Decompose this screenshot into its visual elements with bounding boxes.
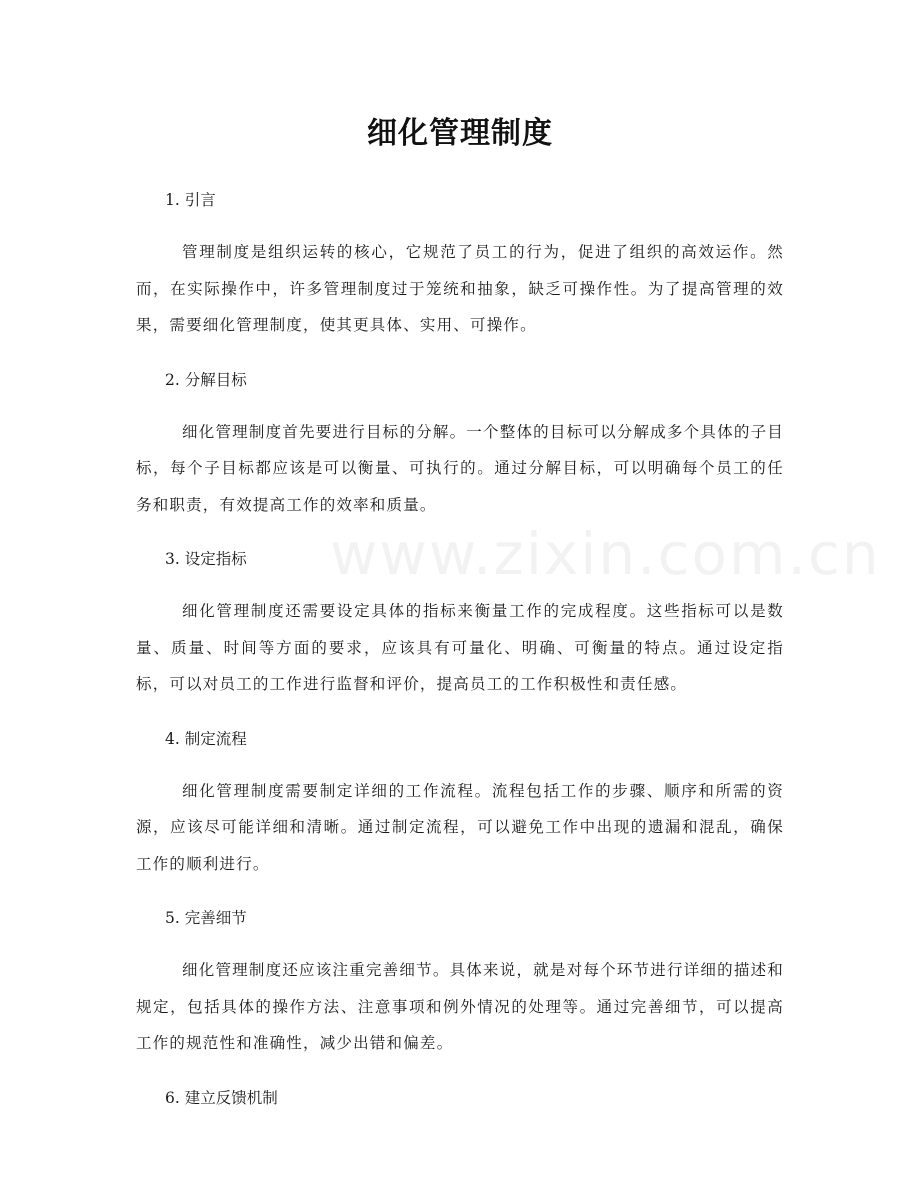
section-decompose-goals (136, 366, 784, 524)
section-set-indicators (136, 545, 784, 703)
section-paragraph: 细化管理制度需要制定详细的工作流程。流程包括工作的步骤、顺序和所需的资源，应该尽可能详细和清晰。通过制定流程，可以避免工作中出现的遗漏和混乱，确保工作的顺利进行。 (136, 781, 784, 873)
section-heading: 6. 建立反馈机制 (165, 1088, 278, 1107)
section-paragraph: 细化管理制度还需要设定具体的指标来衡量工作的完成程度。这些指标可以是数量、质量、时间等方面的要求，应该具有可量化、明确、可衡量的特点。通过设定指标，可以对员工的工作进行监督和评价，提高员工的工作积极性和责任感。 (136, 602, 784, 693)
document-body (136, 186, 784, 1112)
section-paragraph: 细化管理制度首先要进行目标的分解。一个整体的目标可以分解成多个具体的子目标，每个子目标都应该是可以衡量、可执行的。通过分解目标，可以明确每个员工的任务和职责，有效提高工作的效率和质量。 (136, 422, 784, 514)
section-paragraph: 管理制度是组织运转的核心，它规范了员工的行为，促进了组织的高效运作。然而，在实际操作中，许多管理制度过于笼统和抽象，缺乏可操作性。为了提高管理的效果，需要细化管理制度，使其更具体、实用、可操作。 (136, 243, 784, 334)
section-feedback-mechanism (136, 1084, 784, 1112)
section-heading: 4. 制定流程 (165, 729, 247, 748)
section-heading: 3. 设定指标 (165, 550, 247, 568)
watermark: www.zixin.com.cn (330, 520, 881, 588)
section-heading: 5. 完善细节 (165, 909, 247, 927)
section-paragraph: 细化管理制度还应该注重完善细节。具体来说，就是对每个环节进行详细的描述和规定，包括具体的操作方法、注意事项和例外情况的处理等。通过完善细节，可以提高工作的规范性和准确性，减少出错和偏差。 (136, 961, 784, 1052)
section-refine-details (136, 904, 784, 1062)
section-heading: 2. 分解目标 (165, 370, 247, 389)
section-heading: 1. 引言 (165, 191, 216, 209)
section-define-process (136, 725, 784, 883)
section-introduction (136, 186, 784, 344)
document-title: 细化管理制度 (367, 116, 553, 151)
